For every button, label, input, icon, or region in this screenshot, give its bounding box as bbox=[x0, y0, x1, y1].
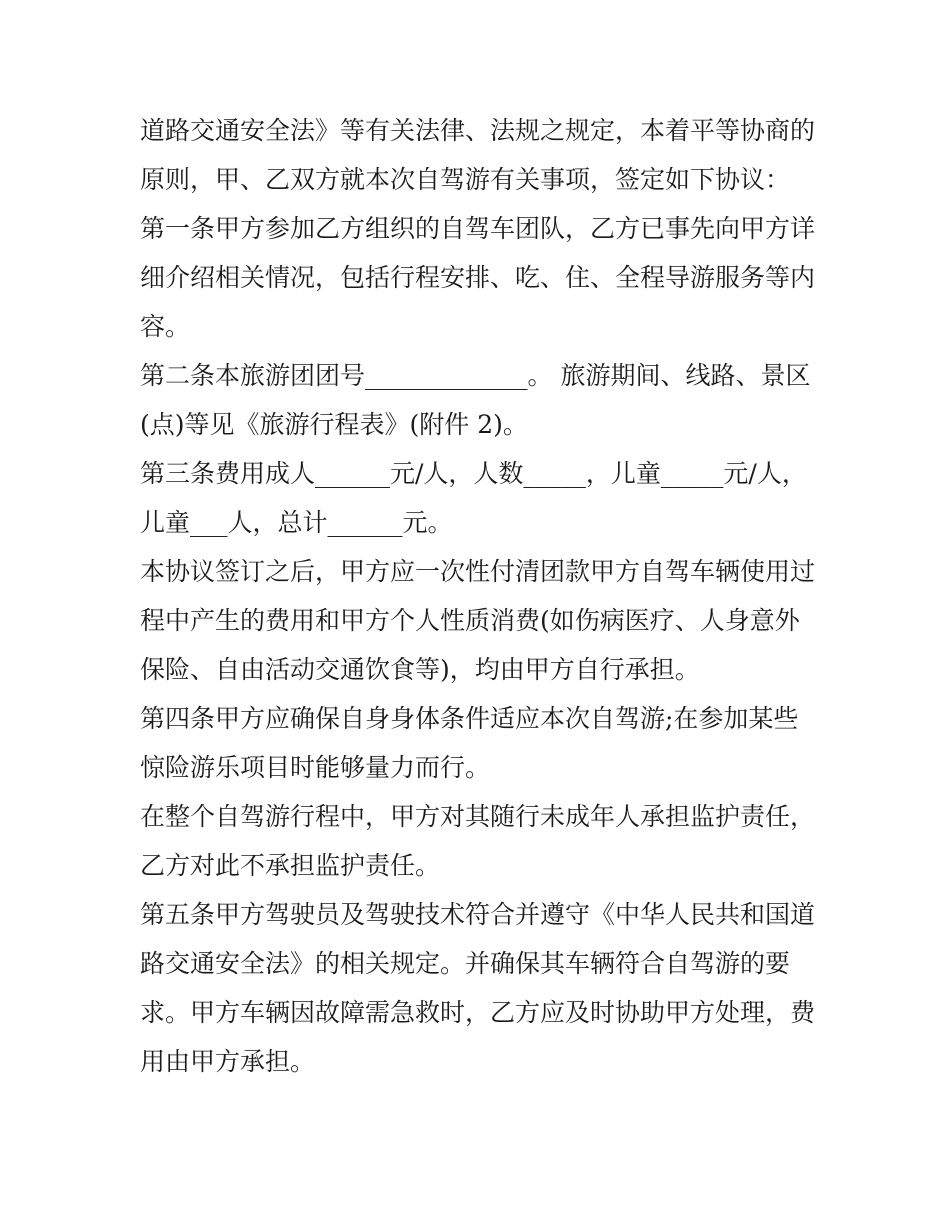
text-line: 求。甲方车辆因故障需急救时，乙方应及时协助甲方处理，费 bbox=[140, 998, 816, 1027]
text-line: 用由甲方承担。 bbox=[140, 1047, 316, 1076]
text-line: 乙方对此不承担监护责任。 bbox=[140, 851, 441, 880]
text-line: 第三条费用成人______元/人，人数_____，儿童_____元/人， bbox=[140, 459, 807, 488]
text-line: 容。 bbox=[140, 312, 191, 341]
text-line: 程中产生的费用和甲方个人性质消费(如伤病医疗、人身意外 bbox=[140, 606, 800, 635]
text-line: 在整个自驾游行程中，甲方对其随行未成年人承担监护责任， bbox=[140, 802, 816, 831]
text-line: 本协议签订之后，甲方应一次性付清团款甲方自驾车辆使用过 bbox=[140, 557, 816, 586]
text-line: 保险、自由活动交通饮食等)，均由甲方自行承担。 bbox=[140, 655, 700, 684]
text-line: 路交通安全法》的相关规定。并确保其车辆符合自驾游的要 bbox=[140, 949, 791, 978]
text-line: (点)等见《旅游行程表》(附件 2)。 bbox=[140, 410, 528, 439]
text-line: 儿童___人，总计______元。 bbox=[140, 508, 453, 537]
text-line: 第一条甲方参加乙方组织的自驾车团队，乙方已事先向甲方详 bbox=[140, 214, 816, 243]
document-body bbox=[140, 106, 820, 1086]
text-line: 第五条甲方驾驶员及驾驶技术符合并遵守《中华人民共和国道 bbox=[140, 900, 816, 929]
text-line: 第二条本旅游团团号_____________。 旅游期间、线路、景区 bbox=[140, 361, 811, 390]
text-line: 原则，甲、乙双方就本次自驾游有关事项，签定如下协议： bbox=[140, 165, 791, 194]
text-line: 道路交通安全法》等有关法律、法规之规定，本着平等协商的 bbox=[140, 116, 816, 145]
text-line: 第四条甲方应确保自身身体条件适应本次自驾游;在参加某些 bbox=[140, 704, 799, 733]
text-line: 细介绍相关情况，包括行程安排、吃、住、全程导游服务等内 bbox=[140, 263, 816, 292]
text-line: 惊险游乐项目时能够量力而行。 bbox=[140, 753, 491, 782]
